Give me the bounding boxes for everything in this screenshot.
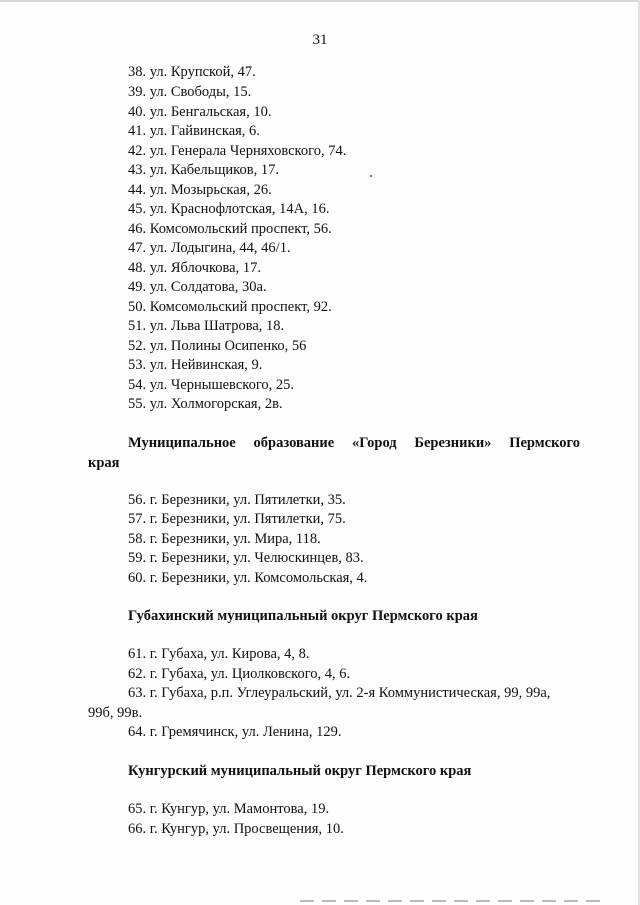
list-item: 51. ул. Льва Шатрова, 18.	[128, 318, 285, 334]
scan-speck	[370, 175, 372, 177]
heading-word: Пермского	[509, 435, 580, 451]
list-item: 52. ул. Полины Осипенко, 56	[128, 338, 307, 354]
list-item: 47. ул. Лодыгина, 44, 46/1.	[128, 240, 291, 256]
list-item: 62. г. Губаха, ул. Циолковского, 4, 6.	[128, 666, 351, 682]
list-item: 41. ул. Гайвинская, 6.	[128, 123, 260, 139]
scan-noise	[300, 900, 600, 902]
list-item: 38. ул. Крупской, 47.	[128, 64, 256, 80]
list-item: 59. г. Березники, ул. Челюскинцев, 83.	[128, 550, 364, 566]
list-item-continuation: 99б, 99в.	[88, 705, 143, 721]
list-item: 63. г. Губаха, р.п. Углеуральский, ул. 2-я Коммунистическая, 99, 99а,	[128, 685, 551, 701]
list-item: 43. ул. Кабельщиков, 17.	[128, 162, 279, 178]
list-item: 55. ул. Холмогорская, 2в.	[128, 396, 283, 412]
list-item: 40. ул. Бенгальская, 10.	[128, 104, 272, 120]
list-item: 58. г. Березники, ул. Мира, 118.	[128, 531, 321, 547]
section-heading-gubakha: Губахинский муниципальный округ Пермского края	[128, 608, 478, 624]
heading-word: Муниципальное	[128, 435, 236, 451]
section-heading-berezniki	[128, 434, 580, 452]
section-heading-kungur: Кунгурский муниципальный округ Пермского края	[128, 763, 472, 779]
list-item: 39. ул. Свободы, 15.	[128, 84, 252, 100]
list-item: 49. ул. Солдатова, 30а.	[128, 279, 267, 295]
list-item: 56. г. Березники, ул. Пятилетки, 35.	[128, 492, 346, 508]
list-item: 46. Комсомольский проспект, 56.	[128, 221, 332, 237]
list-item: 50. Комсомольский проспект, 92.	[128, 299, 332, 315]
list-item: 64. г. Гремячинск, ул. Ленина, 129.	[128, 724, 342, 740]
list-item: 44. ул. Мозырьская, 26.	[128, 182, 272, 198]
heading-word: образование	[253, 435, 335, 451]
page-number: 31	[312, 32, 328, 48]
list-item: 65. г. Кунгур, ул. Мамонтова, 19.	[128, 801, 330, 817]
list-item: 61. г. Губаха, ул. Кирова, 4, 8.	[128, 646, 310, 662]
list-item: 48. ул. Яблочкова, 17.	[128, 260, 261, 276]
list-item: 57. г. Березники, ул. Пятилетки, 75.	[128, 511, 346, 527]
list-item: 60. г. Березники, ул. Комсомольская, 4.	[128, 570, 368, 586]
list-item: 45. ул. Краснофлотская, 14А, 16.	[128, 201, 330, 217]
list-item: 66. г. Кунгур, ул. Просвещения, 10.	[128, 821, 344, 837]
scan-edge	[0, 0, 640, 2]
list-item: 42. ул. Генерала Черняховского, 74.	[128, 143, 347, 159]
list-item: 53. ул. Нейвинская, 9.	[128, 357, 263, 373]
heading-word: Березники»	[414, 435, 492, 451]
section-heading-continuation: края	[88, 455, 120, 471]
list-item: 54. ул. Чернышевского, 25.	[128, 377, 295, 393]
heading-word: «Город	[351, 435, 397, 451]
